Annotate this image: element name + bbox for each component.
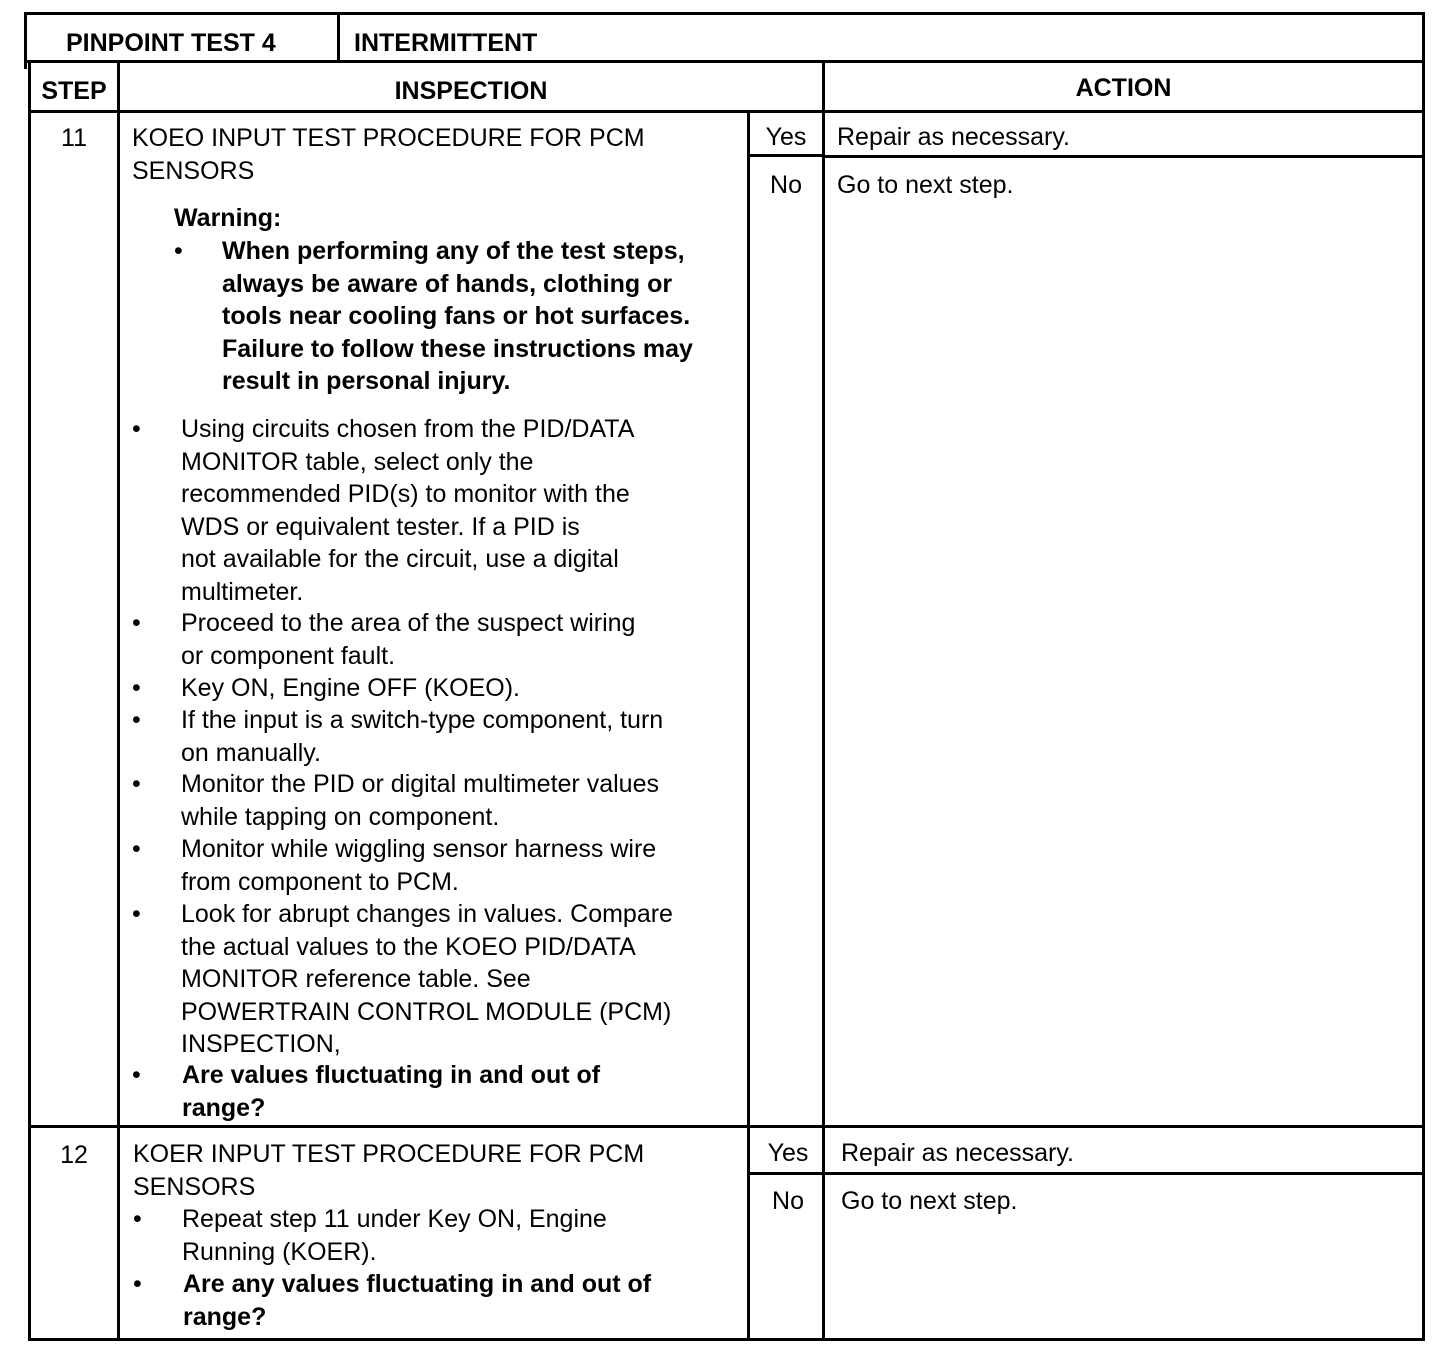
- no-action: Go to next step.: [837, 171, 1014, 199]
- column-header-step: STEP: [41, 77, 107, 105]
- no-action: Go to next step.: [841, 1187, 1018, 1215]
- list-item: [132, 607, 742, 673]
- list-item-text: Monitor while wiggling sensor harness wire from component to PCM.: [181, 835, 657, 896]
- bullet-glyph: •: [132, 415, 141, 443]
- question-text: Are values fluctuating in and out of range?: [182, 1061, 601, 1122]
- bullet-glyph: •: [133, 1270, 142, 1298]
- bullet-glyph: •: [132, 706, 141, 734]
- bullet-glyph: •: [133, 1205, 142, 1233]
- bullet-glyph: •: [132, 1061, 141, 1089]
- step12-yes-rule: [747, 1172, 1425, 1175]
- question-item: [133, 1268, 743, 1334]
- bullet-glyph: •: [132, 770, 141, 798]
- bullet-glyph: •: [132, 674, 141, 702]
- table-border-bottom: [28, 1338, 1425, 1341]
- step-separator-rule: [28, 1125, 1425, 1128]
- list-item: [132, 672, 742, 705]
- warning-label: Warning:: [174, 204, 282, 232]
- list-item-text: Key ON, Engine OFF (KOEO).: [181, 674, 520, 702]
- bullet-glyph: •: [174, 237, 183, 265]
- list-item: [132, 833, 742, 899]
- step11-yes-rule: [822, 155, 1425, 158]
- list-item: [132, 898, 742, 1063]
- list-item-text: Using circuits chosen from the PID/DATA MONITOR table, select only the recommended PID(s) to monitor with the WDS or equivalent tester. If a PID is not available for the circuit, use a digital multimeter.: [181, 415, 635, 606]
- list-item: [132, 413, 742, 613]
- bullet-glyph: •: [132, 609, 141, 637]
- table-border-right: [1422, 12, 1425, 1341]
- list-item-text: Proceed to the area of the suspect wiring or component fault.: [181, 609, 636, 670]
- header-bottom-rule: [24, 60, 1425, 63]
- column-header-bottom-rule: [28, 110, 1425, 113]
- warning-text: When performing any of the test steps, always be aware of hands, clothing or tools near cooling fans or hot surfaces. Failure to follow these instructions may result in personal injury.: [222, 237, 693, 395]
- no-label: No: [770, 171, 802, 199]
- list-item: [133, 1203, 743, 1269]
- column-header-inspection: INSPECTION: [394, 77, 548, 105]
- no-label: No: [772, 1187, 804, 1215]
- bullet-glyph: •: [132, 835, 141, 863]
- step-title: KOER INPUT TEST PROCEDURE FOR PCM SENSORS: [133, 1140, 645, 1201]
- list-item: [132, 768, 742, 834]
- list-item-text: Look for abrupt changes in values. Compare the actual values to the KOEO PID/DATA MONITOR reference table. See POWERTRAIN CONTROL MODULE (PCM) INSPECTION,: [181, 900, 673, 1058]
- yes-action: Repair as necessary.: [841, 1139, 1074, 1167]
- question-item: [132, 1059, 742, 1125]
- warning-bullet: [174, 235, 744, 405]
- yes-label: Yes: [767, 1139, 809, 1167]
- pinpoint-test-name: INTERMITTENT: [354, 29, 538, 57]
- step-number: 12: [60, 1141, 88, 1169]
- list-item: [132, 704, 742, 770]
- step-title: KOEO INPUT TEST PROCEDURE FOR PCM SENSORS: [132, 124, 645, 185]
- step-number: 11: [61, 124, 87, 152]
- yes-label: Yes: [765, 123, 807, 151]
- list-item-text: Monitor the PID or digital multimeter values while tapping on component.: [181, 770, 659, 831]
- question-text: Are any values fluctuating in and out of range?: [183, 1270, 652, 1331]
- column-header-action: ACTION: [1075, 74, 1172, 102]
- table-border-top: [24, 12, 1425, 15]
- pinpoint-test-label: PINPOINT TEST 4: [66, 29, 276, 57]
- yes-action: Repair as necessary.: [837, 123, 1070, 151]
- header-divider: [337, 12, 340, 63]
- list-item-text: Repeat step 11 under Key ON, Engine Running (KOER).: [182, 1205, 607, 1266]
- list-item-text: If the input is a switch-type component, turn on manually.: [181, 706, 664, 767]
- step11-yes-rule: [747, 154, 825, 157]
- bullet-glyph: •: [132, 900, 141, 928]
